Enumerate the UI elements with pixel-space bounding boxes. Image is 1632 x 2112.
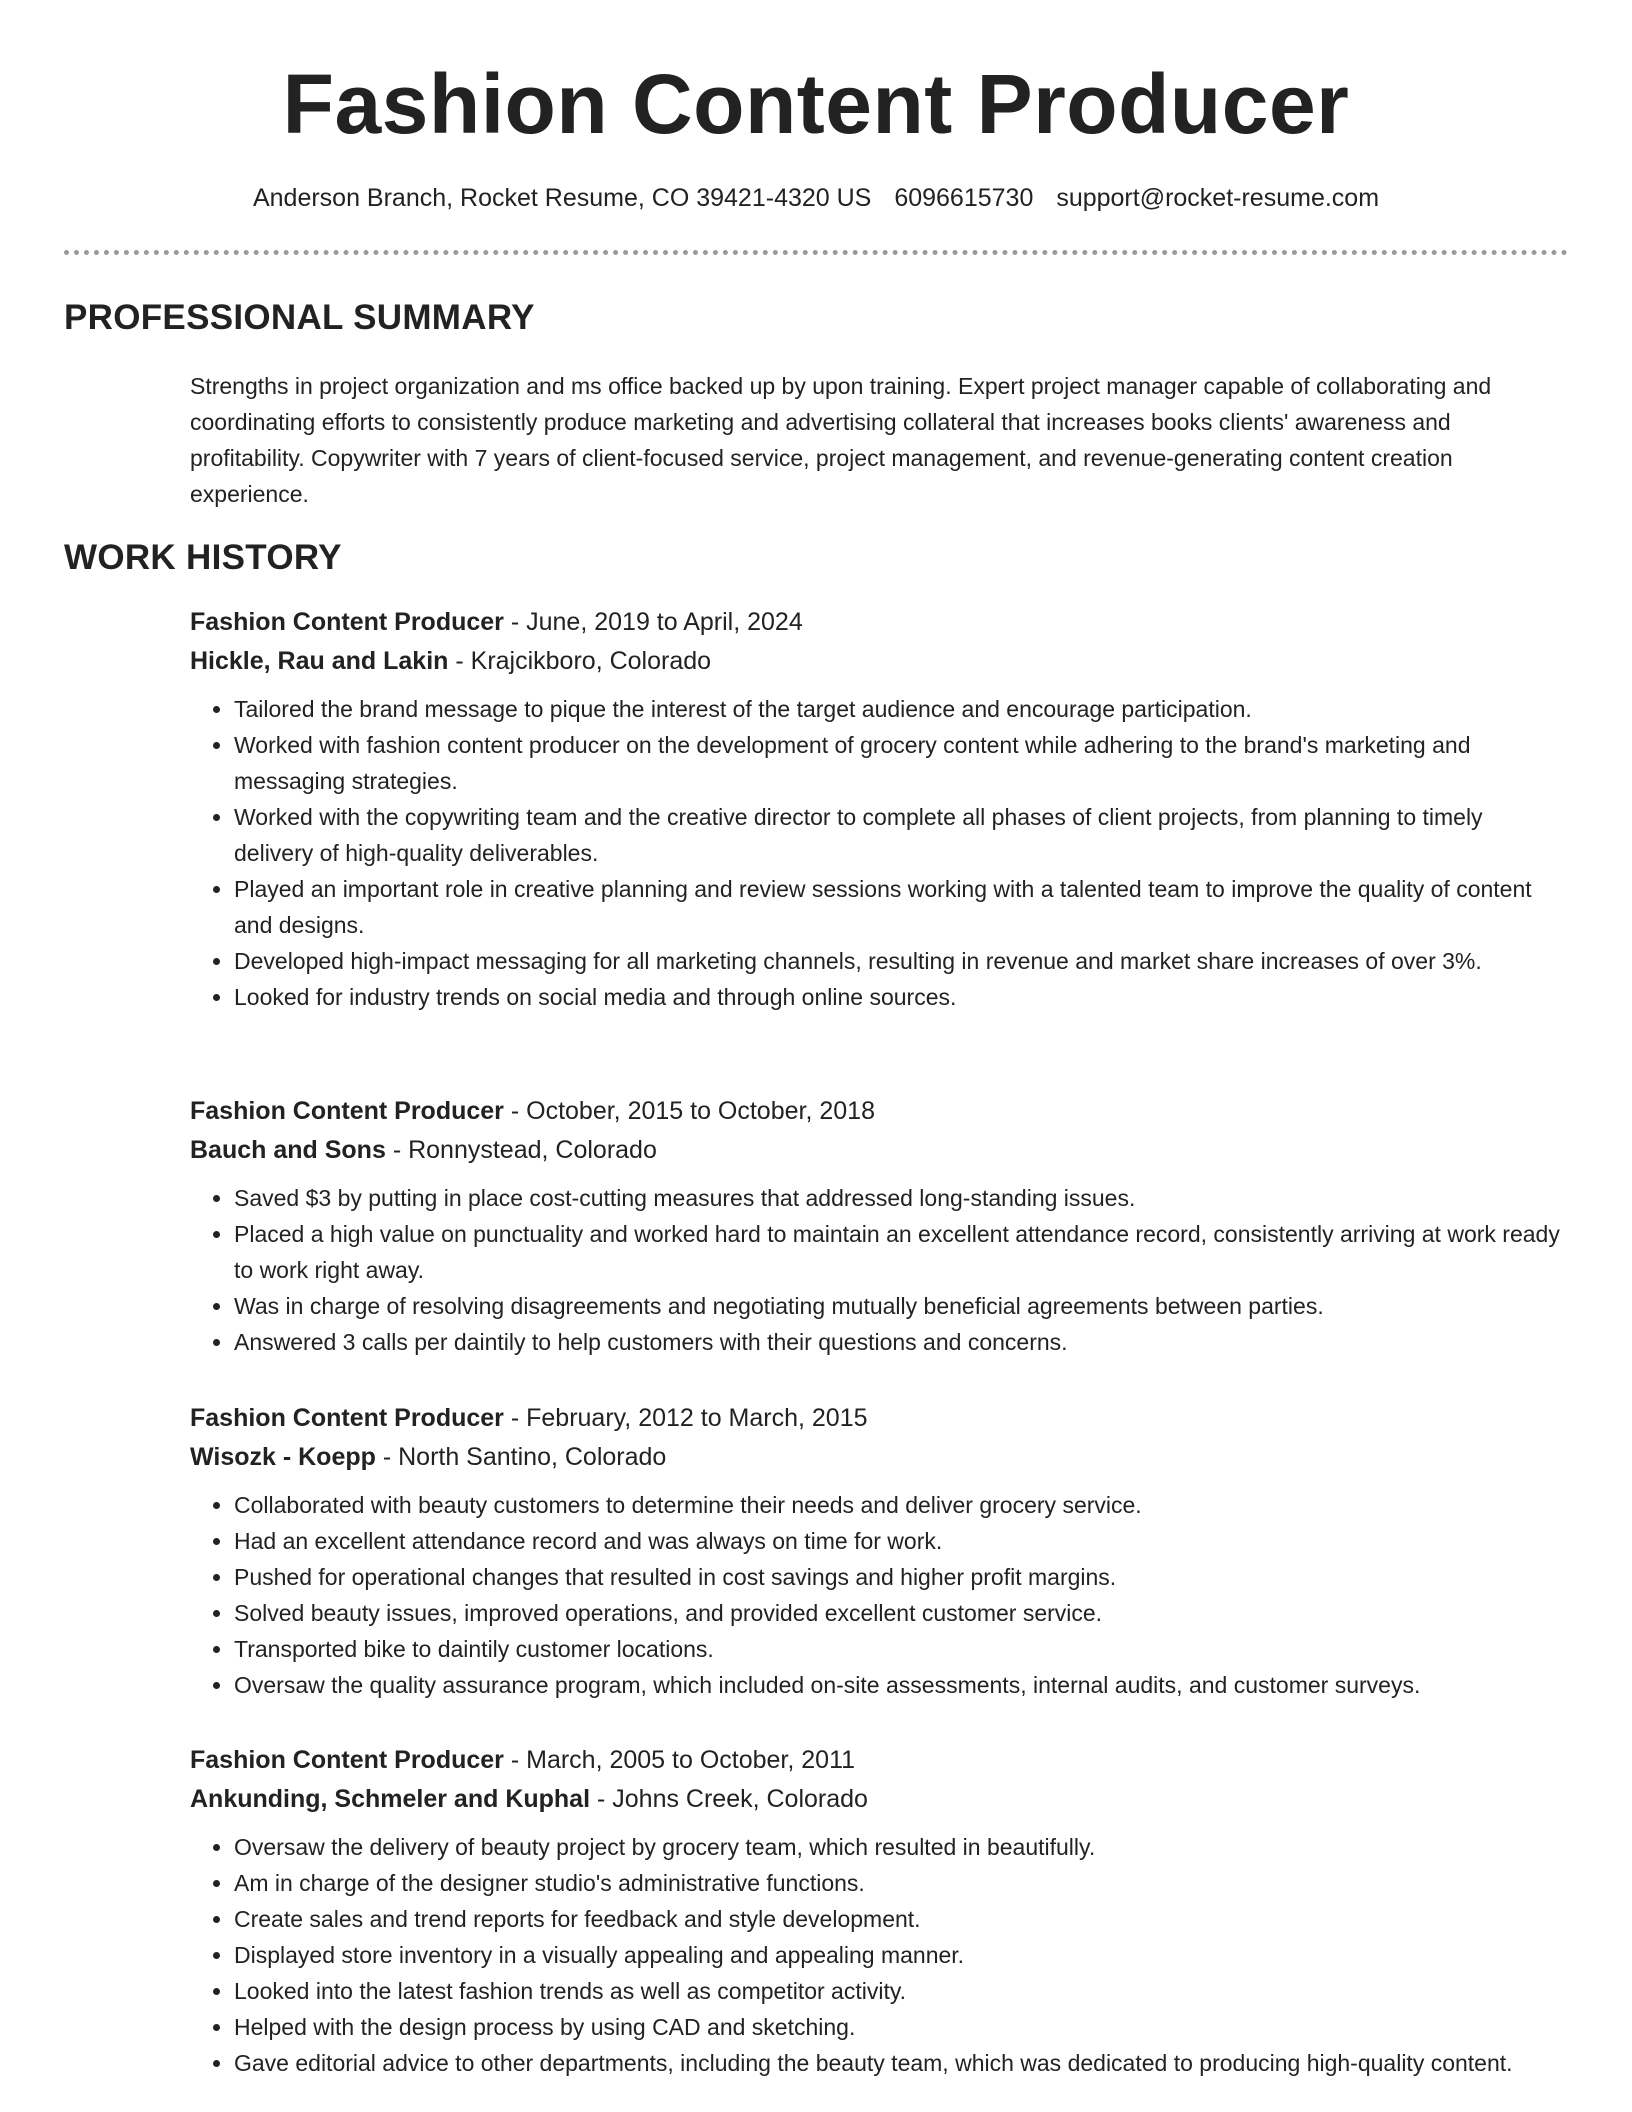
job-title: Fashion Content Producer <box>190 1746 504 1774</box>
job-entry <box>190 1741 1562 2081</box>
job-bullet: • Tailored the brand message to pique the interest of the target audience and encourage participation. <box>234 691 1562 727</box>
contact-line <box>0 180 1632 216</box>
job-bullet: • Helped with the design process by using CAD and sketching. <box>234 2009 1562 2045</box>
job-bullet: • Transported bike to daintily customer locations. <box>234 1631 1562 1667</box>
job-dates: - June, 2019 to April, 2024 <box>503 608 803 636</box>
contact-address: Anderson Branch, Rocket Resume, CO 39421-4320 US <box>252 184 872 212</box>
job-company: Bauch and Sons <box>190 1136 386 1164</box>
job-location: - North Santino, Colorado <box>375 1443 667 1471</box>
job-bullet: • Solved beauty issues, improved operations, and provided excellent customer service. <box>234 1595 1562 1631</box>
job-bullet: • Saved $3 by putting in place cost-cutting measures that addressed long-standing issues. <box>234 1180 1562 1216</box>
job-location: - Johns Creek, Colorado <box>590 1785 868 1813</box>
job-company: Hickle, Rau and Lakin <box>190 647 449 675</box>
job-company-line <box>190 642 1562 681</box>
job-bullet: • Looked for industry trends on social media and through online sources. <box>234 979 1562 1015</box>
job-title-line <box>190 1399 1562 1438</box>
job-bullets <box>190 1487 1562 1703</box>
resume-title: Fashion Content Producer <box>282 57 1350 151</box>
job-dates: - February, 2012 to March, 2015 <box>503 1404 868 1432</box>
work-history-heading: WORK HISTORY <box>64 538 342 577</box>
job-entry <box>190 1399 1562 1703</box>
job-title-line <box>190 1741 1562 1780</box>
job-bullet: • Answered 3 calls per daintily to help customers with their questions and concerns. <box>234 1324 1562 1360</box>
job-location: - Krajcikboro, Colorado <box>448 647 712 675</box>
job-title: Fashion Content Producer <box>190 1097 504 1125</box>
job-bullet: • Played an important role in creative planning and review sessions working with a talented team to improve the quality of content and designs. <box>234 871 1562 943</box>
job-dates: - March, 2005 to October, 2011 <box>503 1746 856 1774</box>
job-bullet: • Gave editorial advice to other departments, including the beauty team, which was dedicated to producing high-quality content. <box>234 2045 1562 2081</box>
job-bullet: • Oversaw the quality assurance program, which included on-site assessments, internal audits, and customer surveys. <box>234 1667 1562 1703</box>
job-bullet: • Looked into the latest fashion trends as well as competitor activity. <box>234 1973 1562 2009</box>
job-bullet: • Displayed store inventory in a visually appealing and appealing manner. <box>234 1937 1562 1973</box>
job-bullet: • Had an excellent attendance record and was always on time for work. <box>234 1523 1562 1559</box>
job-entry <box>190 1092 1562 1360</box>
job-bullet: • Was in charge of resolving disagreements and negotiating mutually beneficial agreements between parties. <box>234 1288 1562 1324</box>
job-location: - Ronnystead, Colorado <box>385 1136 657 1164</box>
contact-email: support@rocket-resume.com <box>1056 184 1380 212</box>
job-company: Wisozk - Koepp <box>190 1443 376 1471</box>
job-bullet: • Placed a high value on punctuality and worked hard to maintain an excellent attendance record, consistently arriving at work ready to work right away. <box>234 1216 1562 1288</box>
job-bullet: • Pushed for operational changes that resulted in cost savings and higher profit margins. <box>234 1559 1562 1595</box>
job-bullets <box>190 691 1562 1015</box>
job-title: Fashion Content Producer <box>190 1404 504 1432</box>
header-divider <box>64 250 1568 255</box>
job-title-line <box>190 1092 1562 1131</box>
job-bullet: • Developed high-impact messaging for all marketing channels, resulting in revenue and market share increases of over 3%. <box>234 943 1562 979</box>
job-company-line <box>190 1131 1562 1170</box>
job-title: Fashion Content Producer <box>190 608 504 636</box>
job-company-line <box>190 1780 1562 1819</box>
job-bullet: • Create sales and trend reports for feedback and style development. <box>234 1901 1562 1937</box>
summary-heading: PROFESSIONAL SUMMARY <box>64 298 535 337</box>
job-bullet: • Collaborated with beauty customers to determine their needs and deliver grocery service. <box>234 1487 1562 1523</box>
job-entry <box>190 603 1562 1015</box>
job-bullet: • Am in charge of the designer studio's administrative functions. <box>234 1865 1562 1901</box>
job-company: Ankunding, Schmeler and Kuphal <box>190 1785 591 1813</box>
job-bullets <box>190 1829 1562 2081</box>
job-company-line <box>190 1438 1562 1477</box>
job-bullet: • Oversaw the delivery of beauty project by grocery team, which resulted in beautifully. <box>234 1829 1562 1865</box>
summary-text: Strengths in project organization and ms office backed up by upon training. Expert project manager capable of collaborating and coordinating efforts to consistently produce marketing and advertising collateral that increases books clients' awareness and profitability. Copywriter with 7 years of client-focused service, project management, and revenue-generating content creation experience. <box>190 373 1492 507</box>
job-dates: - October, 2015 to October, 2018 <box>503 1097 875 1125</box>
job-title-line <box>190 603 1562 642</box>
job-bullet: • Worked with the copywriting team and the creative director to complete all phases of client projects, from planning to timely delivery of high-quality deliverables. <box>234 799 1562 871</box>
contact-phone: 6096615730 <box>894 184 1034 212</box>
job-bullet: • Worked with fashion content producer on the development of grocery content while adhering to the brand's marketing and messaging strategies. <box>234 727 1562 799</box>
job-bullets <box>190 1180 1562 1360</box>
